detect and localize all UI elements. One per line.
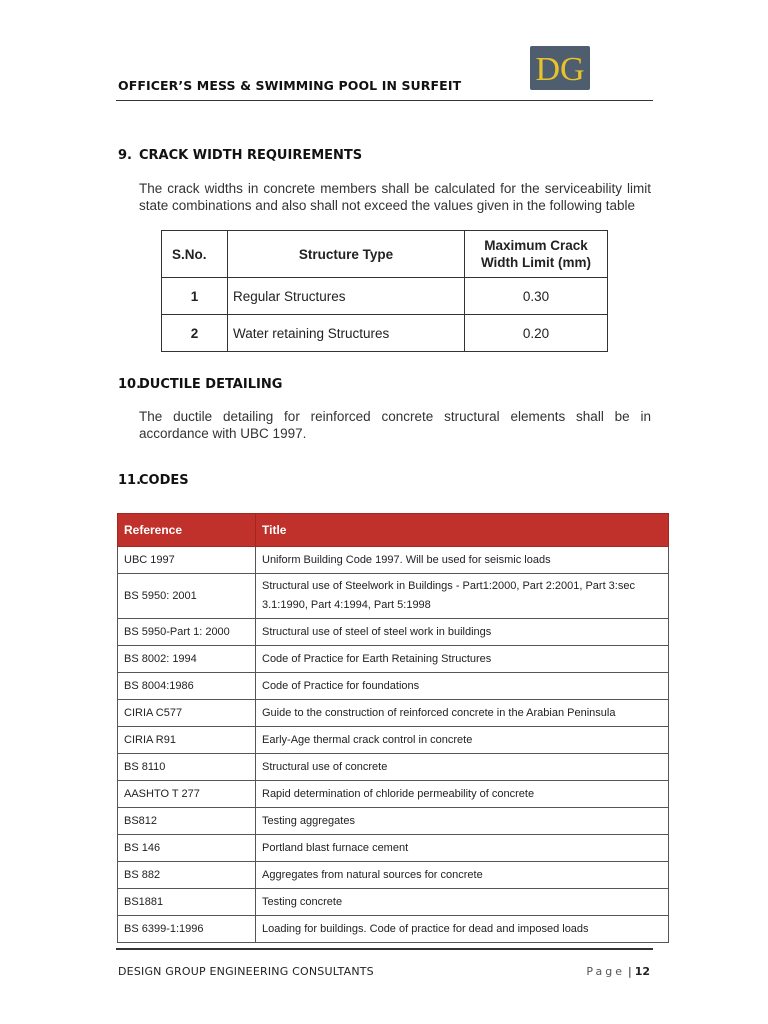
table-row [118,781,669,808]
table-row [118,835,669,862]
crack-width-table [161,230,608,352]
section-number: 9. [118,148,132,163]
page-separator: | [627,965,632,978]
cell-structure-type: Water retaining Structures [228,315,465,352]
cell-reference: AASHTO T 277 [118,781,256,808]
cell-title: Structural use of Steelwork in Buildings - Part1:2000, Part 2:2001, Part 3:sec 3.1:1990, Part 4:1994, Part 5:1998 [256,574,669,619]
footer-divider [116,948,653,950]
cell-limit: 0.30 [465,278,608,315]
table-row [162,315,608,352]
cell-reference: BS 8002: 1994 [118,646,256,673]
cell-limit: 0.20 [465,315,608,352]
footer-page-indicator [586,965,650,978]
cell-structure-type: Regular Structures [228,278,465,315]
table-row [118,619,669,646]
column-header-reference: Reference [118,514,256,547]
table-row [118,574,669,619]
footer-company-name: DESIGN GROUP ENGINEERING CONSULTANTS [118,965,374,978]
table-row [118,808,669,835]
cell-reference: BS812 [118,808,256,835]
company-logo [530,46,590,90]
codes-header-row [118,514,669,547]
cell-reference: CIRIA C577 [118,700,256,727]
cell-title: Portland blast furnace cement [256,835,669,862]
logo-text: DG [535,51,585,88]
cell-title: Structural use of concrete [256,754,669,781]
table-row [118,646,669,673]
table-row [118,547,669,574]
table-row [118,889,669,916]
section-heading-ductile-detailing [118,377,282,392]
cell-title: Testing concrete [256,889,669,916]
document-header-title: OFFICER’S MESS & SWIMMING POOL IN SURFEIT [118,78,462,93]
cell-title: Aggregates from natural sources for concrete [256,862,669,889]
column-header-structure-type: Structure Type [228,231,465,278]
cell-title: Structural use of steel of steel work in buildings [256,619,669,646]
cell-title: Loading for buildings. Code of practice for dead and imposed loads [256,916,669,943]
table-row [118,754,669,781]
crack-width-paragraph: The crack widths in concrete members shall be calculated for the serviceability limit state combinations and also shall not exceed the values given in the following table [139,181,651,213]
table-header-row [162,231,608,278]
section-heading-crack-width [118,148,362,163]
cell-reference: BS 882 [118,862,256,889]
table-row [118,862,669,889]
section-title: DUCTILE DETAILING [139,377,283,392]
table-row [118,727,669,754]
cell-reference: BS 6399-1:1996 [118,916,256,943]
cell-reference: BS 146 [118,835,256,862]
section-title: CRACK WIDTH REQUIREMENTS [139,148,363,163]
section-title: CODES [139,473,189,488]
ductile-detailing-paragraph: The ductile detailing for reinforced concrete structural elements shall be in accordance with UBC 1997. [139,409,651,441]
table-row [118,700,669,727]
cell-reference: UBC 1997 [118,547,256,574]
cell-reference: BS 8004:1986 [118,673,256,700]
cell-reference: BS1881 [118,889,256,916]
header-divider [116,100,653,101]
section-number: 11. [118,473,142,488]
cell-title: Testing aggregates [256,808,669,835]
table-row [118,673,669,700]
cell-title: Early-Age thermal crack control in concrete [256,727,669,754]
page-label: Page [586,965,625,978]
page-number: 12 [634,965,650,978]
cell-sno: 1 [162,278,228,315]
cell-reference: BS 5950: 2001 [118,574,256,619]
column-header-title: Title [256,514,669,547]
column-header-max-crack-width: Maximum Crack Width Limit (mm) [465,231,608,278]
cell-sno: 2 [162,315,228,352]
column-header-sno: S.No. [162,231,228,278]
section-number: 10. [118,377,142,392]
cell-reference: BS 8110 [118,754,256,781]
table-row [162,278,608,315]
cell-title: Code of Practice for foundations [256,673,669,700]
codes-table [117,513,669,943]
cell-title: Rapid determination of chloride permeability of concrete [256,781,669,808]
table-row [118,916,669,943]
cell-title: Code of Practice for Earth Retaining Structures [256,646,669,673]
cell-title: Uniform Building Code 1997. Will be used for seismic loads [256,547,669,574]
cell-title: Guide to the construction of reinforced concrete in the Arabian Peninsula [256,700,669,727]
cell-reference: CIRIA R91 [118,727,256,754]
cell-reference: BS 5950-Part 1: 2000 [118,619,256,646]
section-heading-codes [118,473,189,488]
